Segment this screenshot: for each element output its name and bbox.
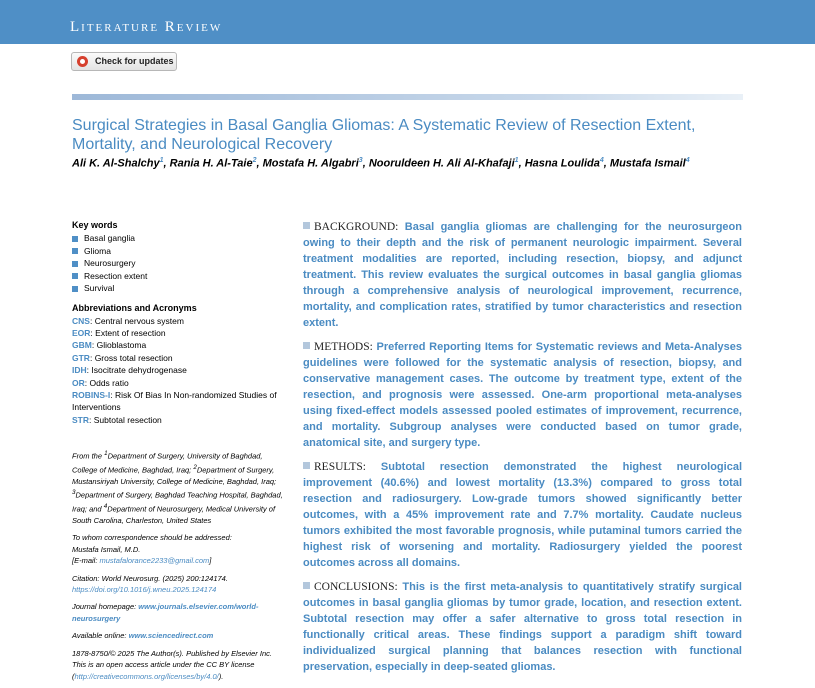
author-aff: 1	[159, 157, 164, 164]
author-aff: 2	[252, 157, 257, 164]
abbreviation-key: EOR	[72, 327, 91, 338]
aff-num: 4	[103, 503, 108, 511]
abbreviation-item: OR: Odds ratio	[72, 377, 129, 388]
author-aff: 4	[685, 157, 690, 164]
abbreviation-item: IDH: Isocitrate dehydrogenase	[72, 365, 187, 376]
license-text: 1878-8750/© 2025 The Author(s). Published by Elsevier Inc. This is an open access article under the CC BY license (	[72, 648, 272, 681]
citation-block	[72, 573, 287, 596]
abbreviation-key: GBM	[72, 340, 92, 351]
check-for-updates-label: Check for updates	[95, 56, 174, 66]
aff-num: 1	[104, 450, 108, 457]
abbreviation-def: Risk Of Bias In Non-randomized Studies of Interventions	[72, 389, 277, 413]
abstract-label: RESULTS:	[314, 461, 366, 473]
affiliations-prefix: From the	[72, 451, 105, 461]
sciencedirect-link[interactable]: www.sciencedirect.com	[128, 631, 214, 641]
abstract-label: CONCLUSIONS:	[314, 581, 398, 593]
keyword-item: Basal ganglia	[72, 232, 287, 245]
abstract-background	[303, 219, 742, 331]
license-block	[72, 648, 287, 682]
keyword-item: Glioma	[72, 245, 287, 258]
abstract-label: METHODS:	[314, 341, 373, 353]
abstract-text: Subtotal resection demonstrated the highest neurological improvement (40.6%) and lowest mortality (13.3%) compared to gross total resection and radiosurgery. Low-grade tumors showed significantly better outcomes, with a 45% improvement rate and 7.7% mortality. Caudate nucleus tumors exhibited the most favorable prognosis, while putaminal tumors carried the highest risk of worsening and mortality. Radiosurgery yielded the poorest outcomes across all domains.	[303, 461, 743, 569]
author-aff: 1	[514, 157, 519, 164]
abbreviation-def: Isocitrate dehydrogenase	[91, 365, 187, 376]
abbreviations-heading: Abbreviations and Acronyms	[72, 302, 197, 313]
correspondence-name: Mustafa Ismail, M.D.	[72, 544, 141, 554]
bullet-square-icon	[303, 582, 310, 589]
citation: Citation: World Neurosurg. (2025) 200:124174.	[72, 573, 228, 583]
abbreviation-item: ROBINS-I: Risk Of Bias In Non-randomized Studies of Interventions	[72, 389, 277, 413]
author-list: Ali K. Al-Shalchy$^1$, Rania H. Al-Taie$^2$, Mostafa H. Algabri$^3$, Nooruldeen H. Ali Al-Khafaji$^1$, Hasna Loulida$^4$, Mustafa Ismail$^4$	[72, 157, 690, 170]
crossmark-icon	[77, 56, 88, 67]
abbreviation-def: Extent of resection	[95, 327, 166, 338]
abbreviation-key: STR	[72, 414, 89, 425]
author: Ali K. Al-Shalchy	[72, 157, 160, 170]
license-link[interactable]: http://creativecommons.org/licenses/by/4.0/	[74, 671, 219, 681]
abstract-methods	[303, 339, 742, 451]
aff-num: 3	[72, 489, 76, 497]
abbreviation-key: GTR	[72, 352, 90, 363]
abbreviation-def: Subtotal resection	[93, 414, 162, 425]
bullet-square-icon	[303, 462, 310, 469]
license-suffix: ).	[218, 671, 224, 681]
keyword-item: Survival	[72, 282, 287, 295]
doi-link[interactable]: https://doi.org/10.1016/j.wneu.2025.124174	[72, 585, 217, 595]
abstract-label: BACKGROUND:	[314, 221, 399, 233]
abbreviation-def: Central nervous system	[94, 315, 184, 326]
bullet-square-icon	[303, 342, 310, 349]
available-prefix: Available online:	[72, 631, 129, 641]
email-prefix: [E-mail:	[72, 556, 100, 566]
abbreviation-item: STR: Subtotal resection	[72, 414, 162, 425]
available-block	[72, 630, 287, 641]
author: Hasna Loulida	[524, 157, 600, 170]
author-aff: 4	[599, 157, 604, 164]
abstract	[303, 219, 742, 683]
abbreviation-key: CNS	[72, 315, 90, 326]
homepage-block	[72, 601, 287, 624]
keywords-heading: Key words	[72, 220, 118, 230]
abstract-conclusions	[303, 579, 742, 675]
homepage-prefix: Journal homepage:	[72, 602, 139, 612]
abbreviation-item: EOR: Extent of resection	[72, 327, 166, 338]
aff-num: 2	[193, 463, 197, 471]
author: Mustafa Ismail	[609, 157, 686, 170]
article-title: Surgical Strategies in Basal Ganglia Gliomas: A Systematic Review of Resection Extent, Mortality, and Neurological Recovery	[72, 117, 696, 153]
abbreviations-list	[72, 315, 287, 427]
affiliations	[72, 448, 287, 526]
author: Mostafa H. Algabri	[262, 157, 359, 170]
author: Rania H. Al-Taie	[169, 157, 253, 170]
affiliation-text: Department of Surgery, Mustansiriyah University, College of Medicine, Baghdad, Iraq;	[72, 465, 277, 486]
journal-homepage-link[interactable]: www.journals.elsevier.com/world-neurosurgery	[72, 602, 259, 623]
abbreviation-def: Gross total resection	[94, 352, 173, 363]
abbreviation-item: CNS: Central nervous system	[72, 315, 184, 326]
divider-bar	[72, 94, 743, 100]
keyword-item: Neurosurgery	[72, 257, 287, 270]
section-title: Literature Review	[70, 19, 223, 35]
abstract-text: Preferred Reporting Items for Systematic reviews and Meta-Analyses guidelines were followed for the systematic analysis of resection, biopsy, and conservative management cases. The outcome by treatment type, extent of the resection, and prognosis were assessed. One-arm proportional meta-analyses using fixed-effect models assessed pooled estimates of improvement, recurrence, and mortality. Subgroup analyses were conducted based on tumor grade, anatomical site, and surgery type.	[303, 341, 743, 449]
abbreviation-item: GTR: Gross total resection	[72, 352, 173, 363]
abbreviation-def: Odds ratio	[89, 377, 129, 388]
abstract-text: Basal ganglia gliomas are challenging for the neurosurgeon owing to their depth and the risk of permanent neurologic impairment. Several treatment modalities are reported, including resection, biopsy, and adjunct treatment. This review evaluates the surgical outcomes in basal ganglia gliomas through a comprehensive analysis of neurological improvement, recurrence, mortality, and complication rates, stratified by tumor characteristics and resection extent.	[303, 221, 742, 329]
check-for-updates-button[interactable]	[71, 52, 177, 71]
keyword-item: Resection extent	[72, 270, 287, 283]
author-aff: 3	[358, 157, 363, 164]
abbreviation-def: Glioblastoma	[96, 340, 147, 351]
abbreviation-item: GBM: Glioblastoma	[72, 340, 147, 351]
email-suffix: ]	[209, 556, 212, 566]
author: Nooruldeen H. Ali Al-Khafaji	[368, 157, 515, 170]
affiliation-text: Department of Surgery, Baghdad Teaching Hospital, Baghdad, Iraq; and	[72, 490, 283, 514]
keywords-list	[72, 232, 287, 295]
abstract-text: This is the first meta-analysis to quantitatively stratify surgical outcomes in basal ganglia gliomas by tumor grade, location, and resection extent. Subtotal resection may offer a safer alternative to gross total resection in functionally critical areas. These findings support a paradigm shift toward individualized surgical planning that balances resection with functional preservation, especially in deep-seated gliomas.	[303, 581, 742, 673]
affiliation-text: Department of Surgery, University of Baghdad, College of Medicine, Baghdad, Iraq;	[72, 451, 263, 475]
bullet-square-icon	[303, 222, 310, 229]
abstract-results	[303, 459, 742, 571]
sidebar	[72, 220, 287, 426]
email-link[interactable]: mustafalorance2233@gmail.com	[99, 556, 210, 566]
affiliations-block	[72, 448, 287, 688]
abbreviation-key: IDH	[72, 365, 87, 376]
correspondence-line: To whom correspondence should be addressed:	[72, 533, 232, 543]
correspondence	[72, 532, 287, 566]
affiliation-text: Department of Neurosurgery, Medical University of South Carolina, Charleston, United States	[72, 504, 276, 526]
abbreviation-key: ROBINS-I	[72, 389, 111, 400]
journal-banner	[0, 0, 815, 44]
abbreviation-key: OR	[72, 377, 85, 388]
